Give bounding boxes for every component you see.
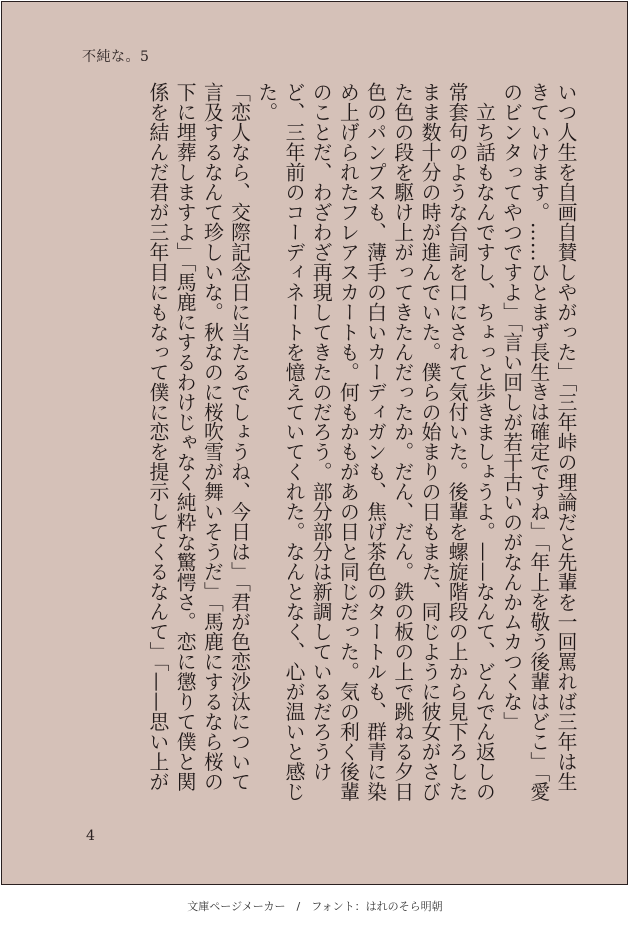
- vertical-body-text: [79, 82, 579, 802]
- paragraph: 立ち話もなんですし、ちょっと歩きましょうよ。——なんて、どんでん返しの常套句のような台詞を口にされて気付いた。後輩を螺旋階段の上から見下ろしたまま数十分の時が進んでいた。僕らの始まりの日もまた、同じように彼女がさびた色の段を駆け上がってきたんだったか。だん、だん。鉄の板の上で跳ねる夕日色のパンプスも、薄手の白いカーディガンも、焦げ茶色のタートルも、群青に染め上げられたフレアスカートも。何もかもがあの日と同じだった。気の利く後輩のことだ、わざわざ再現してきたのだろう。部分部分は新調しているだろうけど、三年前のコーディネートを憶えていてくれた。なんとなく、心が温いと感じた。: [254, 82, 496, 802]
- paragraph: 「恋人なら、交際記念日に当たるでしょうね、今日は」「君が色恋沙汰について言及するなんて珍しいな。秋なのに桜吹雪が舞いそうだ」「馬鹿にするなら桜の下に埋葬しますよ」「馬鹿にするわけじゃなく純粋な驚愕さ。恋に懲りて僕と関係を結んだ君が三年目にもなって僕に恋を提示してくるなんて」「——思い上が: [145, 82, 251, 792]
- paragraph: いつ人生を自画自賛しやがった」「三年峠の理論だと先輩を一回罵れば三年は生きていけます。……ひとまず長生きは確定ですね」「年上を敬う後輩はどこ」「愛のビンタってやつですよ」「言い回しが若干古いのがなんかムカつくな」: [499, 82, 577, 802]
- footer-credit: 文庫ページメーカー / フォント：はれのそら明朝: [187, 900, 443, 913]
- running-header: 不純な。5: [82, 49, 150, 65]
- page-number: 4: [86, 828, 95, 844]
- book-page: [1, 1, 628, 885]
